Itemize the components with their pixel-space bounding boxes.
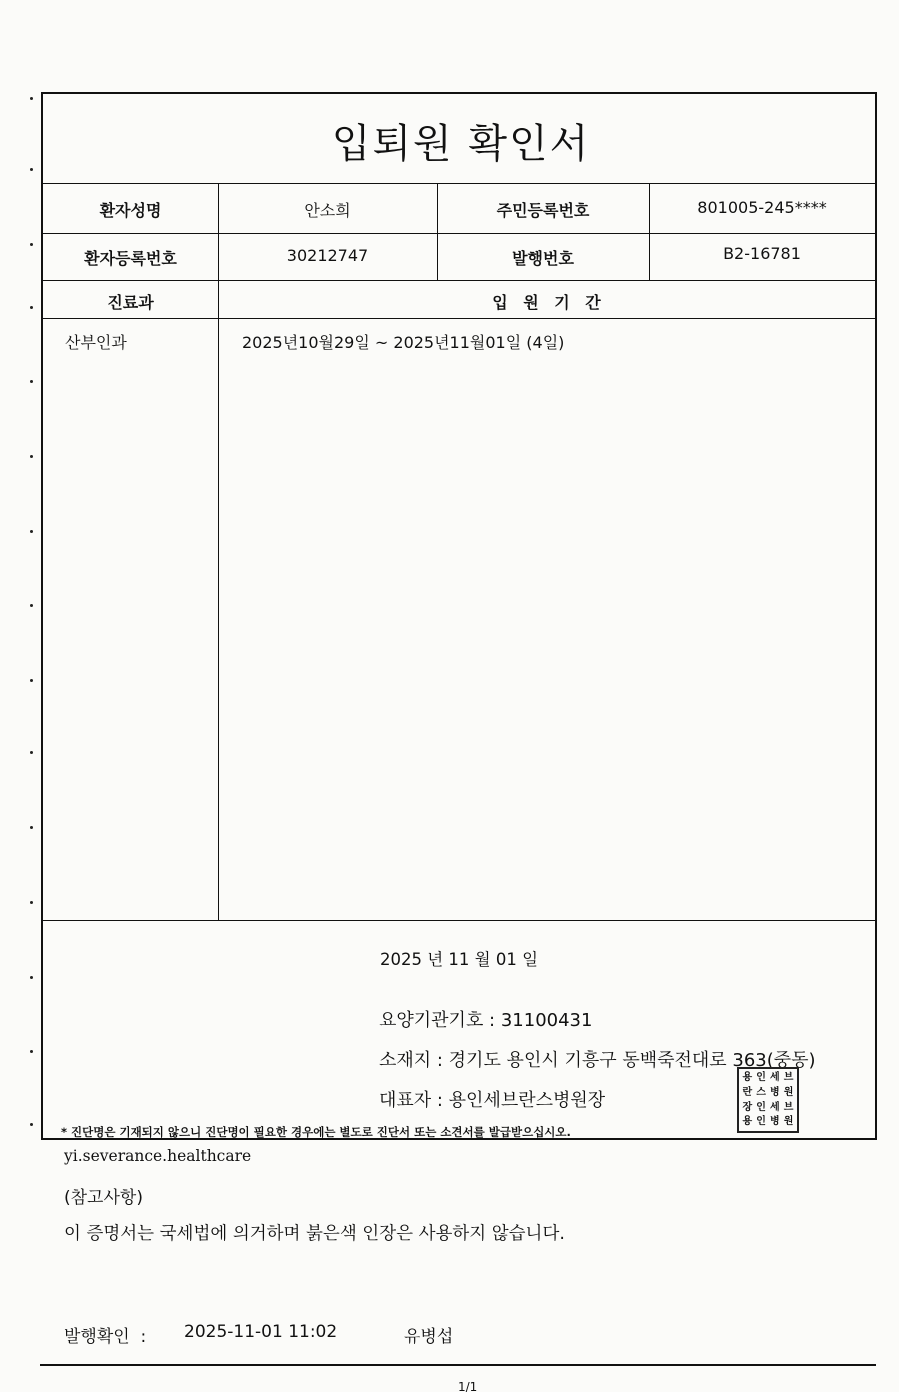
issue-confirm-label: 발행확인 : <box>64 1327 147 1347</box>
representative: 대표자 : 용인세브란스병원장 <box>379 1090 606 1111</box>
admission-period-label: 입 원 기 간 <box>492 293 601 312</box>
official-seal: 용 인 세 브 란 스 병 원 장 인 세 브 용 인 병 원 <box>737 1067 799 1133</box>
binder-mark <box>30 306 33 309</box>
binder-mark <box>30 976 33 979</box>
patient-name-label: 환자성명 <box>99 201 162 220</box>
patient-name-value: 안소희 <box>304 201 351 220</box>
binder-mark <box>30 97 33 100</box>
issue-date: 2025 년 11 월 01 일 <box>379 950 539 969</box>
resident-no-value: 801005-245**** <box>697 198 827 217</box>
binder-mark <box>30 243 33 246</box>
website-url: yi.severance.healthcare <box>64 1147 252 1165</box>
hospital-address: 소재지 : 경기도 용인시 기흥구 동백죽전대로 363(중동) <box>379 1050 816 1071</box>
resident-no-label: 주민등록번호 <box>496 201 590 220</box>
page-number: 1/1 <box>458 1380 478 1392</box>
binder-mark <box>30 530 33 533</box>
patient-reg-no-label: 환자등록번호 <box>84 249 177 268</box>
issue-confirm-datetime: 2025-11-01 11:02 <box>184 1322 338 1342</box>
binder-mark <box>30 901 33 904</box>
department-value: 산부인과 <box>65 333 127 352</box>
footer-rule <box>40 1364 876 1366</box>
note-text: 이 증명서는 국세법에 의거하며 붉은색 인장은 사용하지 않습니다. <box>64 1224 565 1244</box>
binder-mark <box>30 380 33 383</box>
certificate-table <box>41 92 877 1140</box>
issue-no-value: B2-16781 <box>723 244 801 263</box>
institution-code: 요양기관기호 : 31100431 <box>379 1010 593 1031</box>
binder-mark <box>30 455 33 458</box>
document-title: 입퇴원 확인서 <box>331 121 591 167</box>
binder-mark <box>30 679 33 682</box>
patient-reg-no-value: 30212747 <box>286 246 369 265</box>
binder-mark <box>30 1123 33 1126</box>
admission-period-value: 2025년10월29일 ~ 2025년11월01일 (4일) <box>242 333 565 352</box>
note-heading: (참고사항) <box>64 1188 143 1208</box>
binder-mark <box>30 826 33 829</box>
department-label: 진료과 <box>107 293 154 312</box>
binder-mark <box>30 751 33 754</box>
binder-mark <box>30 604 33 607</box>
binder-mark <box>30 1050 33 1053</box>
issue-confirm-person: 유병섭 <box>404 1327 454 1347</box>
binder-mark <box>30 168 33 171</box>
footnote: * 진단명은 기재되지 않으니 진단명이 필요한 경우에는 별도로 진단서 또는 소견서를 발급받으십시오. <box>61 1125 571 1139</box>
issue-no-label: 발행번호 <box>512 249 574 268</box>
